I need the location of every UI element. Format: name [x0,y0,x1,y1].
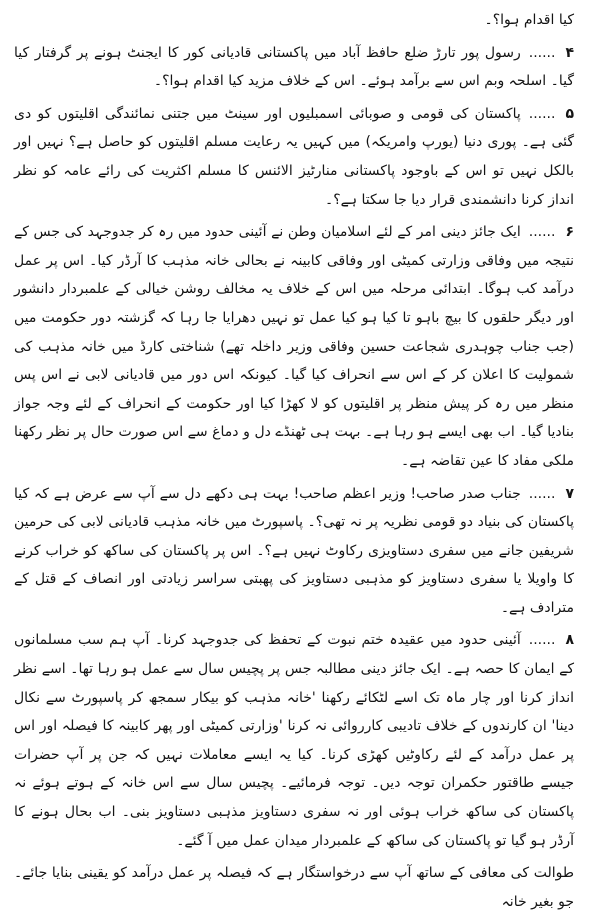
paragraph-number: ۶ [565,224,574,241]
paragraph-text: ایک جائز دینی امر کے لئے اسلامیان وطن نے آئینی حدود میں رہ کر جدوجہد کی جس کے نتیجہ میں وفاقی وزارتی کمیٹی اور وفاقی کابینہ نے بحالی خانہ مذہب کا آرڈر کیا۔ اس پر عمل درآمد کب ہوگا۔ ابتدائی مرحلہ میں اس کے خلاف یہ مخالف روشن خیالی کے علمبردار دانشور اور دیگر حلقوں کا بیچ باہو تا کیا ہو کیا عمل تو نہیں دھرایا جا رہا کہ گزشتہ دور حکومت میں (جب جناب چوہدری شجاعت حسین وفاقی وزیر داخلہ تھے) شناختی کارڈ میں خانہ مذہب کی شمولیت کا اعلان کر کے اس سے انحراف کیا گیا۔ کیونکہ اس دور میں قادیانی لابی نے اس پس منظر میں رہ کر پیش منظر پر اقلیتوں کو لا کھڑا کیا اور حکومت کے انحراف کے لئے وجہ جواز بنادیا گیا۔ اب بھی ایسے ہو رہا ہے۔ بہت ہی ٹھنڈے دل و دماغ سے اس صورت حال پر نظر رکھنا ملکی مفاد کا عین تقاضہ ہے۔ [14,224,574,469]
paragraph-number: ۵ [565,105,574,122]
paragraph-dots: ...... [528,224,556,241]
paragraph-4 [14,39,574,96]
paragraph-text: رسول پور تارڑ ضلع حافظ آباد میں پاکستانی قادیانی کور کا ایجنٹ ہونے پر گرفتار کیا گیا۔ اسلحہ وبم اس سے برآمد ہوئے۔ اس کے خلاف مزید کیا اقدام ہوا؟۔ [14,44,574,90]
paragraph-6 [14,218,574,475]
paragraph-dots: ...... [528,44,556,61]
closing-paragraph [14,859,574,916]
paragraph-5 [14,100,574,214]
paragraph-text: طوالت کی معافی کے ساتھ آپ سے درخواستگار ہے کہ فیصلہ پر عمل درآمد کو یقینی بنایا جائے۔ جو بغیر خانہ [14,865,574,910]
paragraph-8 [14,626,574,855]
paragraph-number: ۴ [565,44,574,61]
continuation-line: کیا اقدام ہوا؟۔ [484,12,574,28]
paragraph-number: ۸ [565,632,574,649]
paragraph-text: جناب صدر صاحب! وزیر اعظم صاحب! بہت ہی دکھے دل سے آپ سے عرض ہے کہ کیا پاکستان کی بنیاد دو قومی نظریہ پر نہ تھی؟۔ پاسپورٹ میں خانہ مذہب قادیانی لابی کی حرمین شریفین جانے میں سفری دستاویزی رکاوٹ نہیں ہے؟۔ اس پر پاکستان کی ساکھ کو خراب کرنے کا واویلا یا سفری دستاویز کو مذہبی دستاویز کی پھبتی سراسر زیادتی اور انصاف کے قتل کے مترادف ہے۔ [14,485,574,616]
paragraph-dots: ...... [528,632,556,649]
paragraph-number: ۷ [565,485,574,502]
paragraph-text: آئینی حدود میں عقیدہ ختم نبوت کے تحفظ کی جدوجہد کرنا۔ آپ ہم سب مسلمانوں کے ایمان کا حصہ ہے۔ ایک جائز دینی مطالبہ جس پر پچیس سال سے عمل ہو رہا تھا۔ اسے نظر انداز کرنا اور چار ماہ تک اسے لٹکائے رکھنا 'خانہ مذہب کو بیکار سمجھ کر پاسپورٹ سے نکال دینا' ان کارندوں کے خلاف تادیبی کارروائی نہ کرنا 'وزارتی کمیٹی اور پھر کابینہ کا فیصلہ اور اس پر عمل درآمد کے لئے رکاوٹیں کھڑی کرنا۔ کیا یہ ایسے معاملات نہیں کہ جن پر آپ حضرات جیسے طاقتور حکمران توجہ دیں۔ توجہ فرمائیے۔ پچیس سال سے اس خانہ کے ہوتے ہوئے نہ پاکستان کی ساکھ خراب ہوئی اور نہ سفری دستاویز مذہبی دستاویز بنی۔ اب بحال ہونے کا آرڈر ہو گیا تو پاکستان کی ساکھ کے علمبردار میدان عمل میں آ گئے۔ [14,632,574,849]
paragraph-dots: ...... [528,105,556,122]
paragraph-dots: ...... [528,485,556,502]
paragraph-text: پاکستان کی قومی و صوبائی اسمبلیوں اور سینٹ میں جتنی نمائندگی اقلیتوں کو دی گئی ہے۔ پوری دنیا (یورپ وامریکہ) میں کہیں یہ رعایت مسلم اقلیتوں کو حاصل ہے؟ نہیں اور بالکل نہیں تو اس کے باوجود پاکستانی منارٹیز الائنس کا مسلم اکثریت کی رائے عامہ کو نظر انداز کرنا دانشمندی قرار دیا جا سکتا ہے؟۔ [14,105,574,208]
paragraph-7 [14,480,574,623]
